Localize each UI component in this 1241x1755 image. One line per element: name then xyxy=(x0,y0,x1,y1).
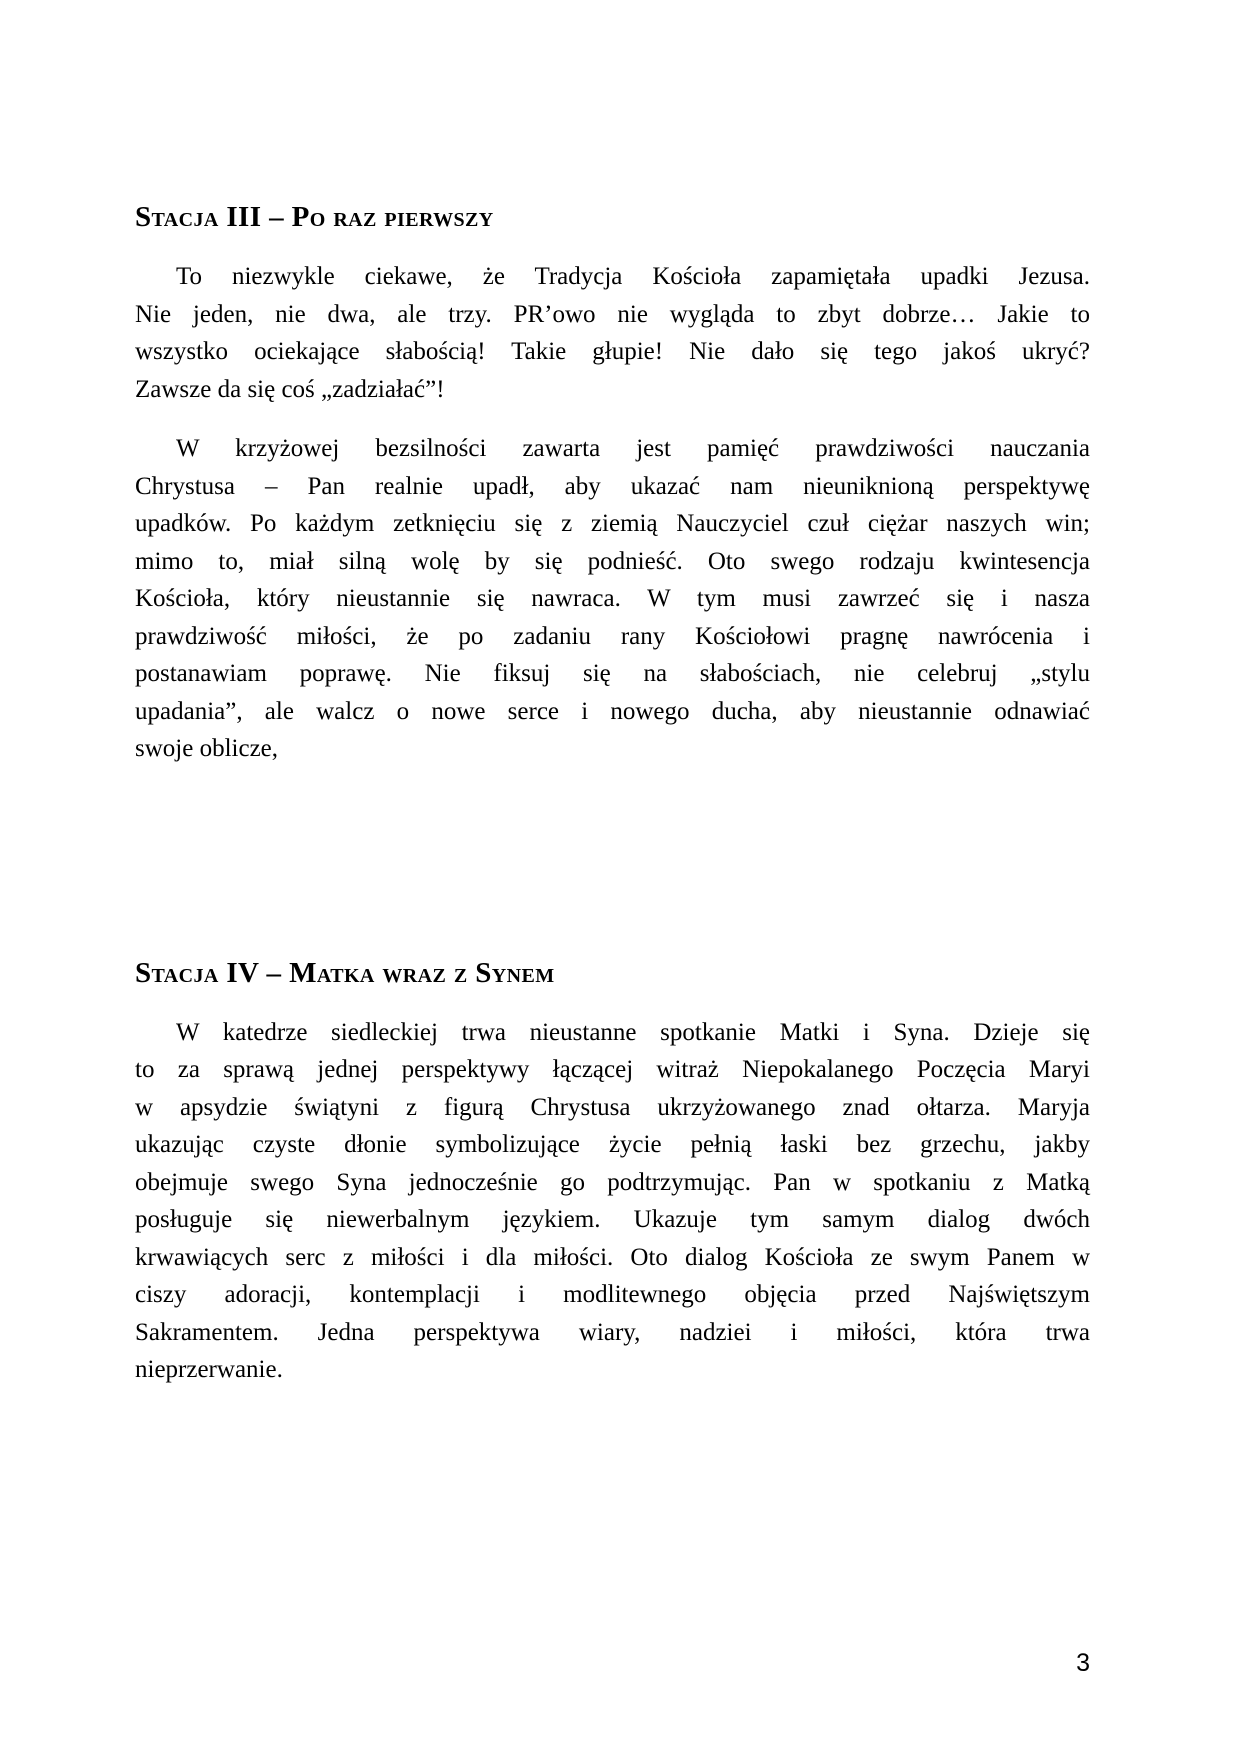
text-line: W katedrze siedleckiej trwa nieustanne spotkanie Matki i Syna. Dzieje się xyxy=(176,1018,1090,1046)
text-line: w apsydzie świątyni z figurą Chrystusa ukrzyżowanego znad ołtarza. Maryja xyxy=(135,1093,1090,1121)
text-line: Kościoła, który nieustannie się nawraca. W tym musi zawrzeć się i nasza xyxy=(135,585,1090,612)
text-line: prawdziwość miłości, że po zadaniu rany Kościołowi pragnę nawrócenia i xyxy=(135,622,1090,650)
text-line: wszystko ociekające słabością! Takie głupie! Nie dało się tego jakoś ukryć? xyxy=(135,338,1090,365)
text-line: upadania”, ale walcz o nowe serce i nowego ducha, aby nieustannie odnawiać xyxy=(135,697,1090,725)
paragraph-stacja-iii-2 xyxy=(135,430,1090,768)
page-number: 3 xyxy=(1076,1649,1090,1677)
text-line: postanawiam poprawę. Nie fiksuj się na słabościach, nie celebruj „stylu xyxy=(135,660,1090,687)
text-line: posługuje się niewerbalnym językiem. Ukazuje tym samym dialog dwóch xyxy=(135,1206,1090,1233)
text-line: krwawiących serc z miłości i dla miłości. Oto dialog Kościoła ze swym Panem w xyxy=(135,1243,1090,1271)
text-line: To niezwykle ciekawe, że Tradycja Kościoła zapamiętała upadki Jezusa. xyxy=(176,263,1090,290)
text-line: to za sprawą jednej perspektywy łączącej witraż Niepokalanego Poczęcia Maryi xyxy=(135,1056,1090,1083)
text-line: nieprzerwanie. xyxy=(135,1356,283,1383)
text-line: Nie jeden, nie dwa, ale trzy. PR’owo nie wygląda to zbyt dobrze… Jakie to xyxy=(135,300,1090,328)
text-line: swoje oblicze, xyxy=(135,735,279,762)
text-line: Zawsze da się coś „zadziałać”! xyxy=(135,375,445,403)
text-line: Chrystusa – Pan realnie upadł, aby ukazać nam nieuniknioną perspektywę xyxy=(135,472,1090,500)
text-line: obejmuje swego Syna jednocześnie go podtrzymując. Pan w spotkaniu z Matką xyxy=(135,1168,1090,1196)
paragraph-stacja-iii-1 xyxy=(135,258,1090,408)
section-heading-stacja-iii: Stacja III – Po raz pierwszy xyxy=(135,201,494,233)
text-line: Sakramentem. Jedna perspektywa wiary, nadziei i miłości, która trwa xyxy=(135,1318,1090,1346)
text-line: ukazując czyste dłonie symbolizujące życie pełnią łaski bez grzechu, jakby xyxy=(135,1131,1090,1158)
text-line: ciszy adoracji, kontemplacji i modlitewnego objęcia przed Najświętszym xyxy=(135,1281,1090,1308)
text-line: upadków. Po każdym zetknięciu się z ziemią Nauczyciel czuł ciężar naszych win; xyxy=(135,510,1090,537)
paragraph-stacja-iv-1 xyxy=(135,1014,1090,1389)
text-line: W krzyżowej bezsilności zawarta jest pamięć prawdziwości nauczania xyxy=(176,435,1090,462)
section-heading-stacja-iv: Stacja IV – Matka wraz z Synem xyxy=(135,956,555,989)
page-content xyxy=(135,200,1090,1389)
text-line: mimo to, miał silną wolę by się podnieść. Oto swego rodzaju kwintesencja xyxy=(135,547,1090,575)
